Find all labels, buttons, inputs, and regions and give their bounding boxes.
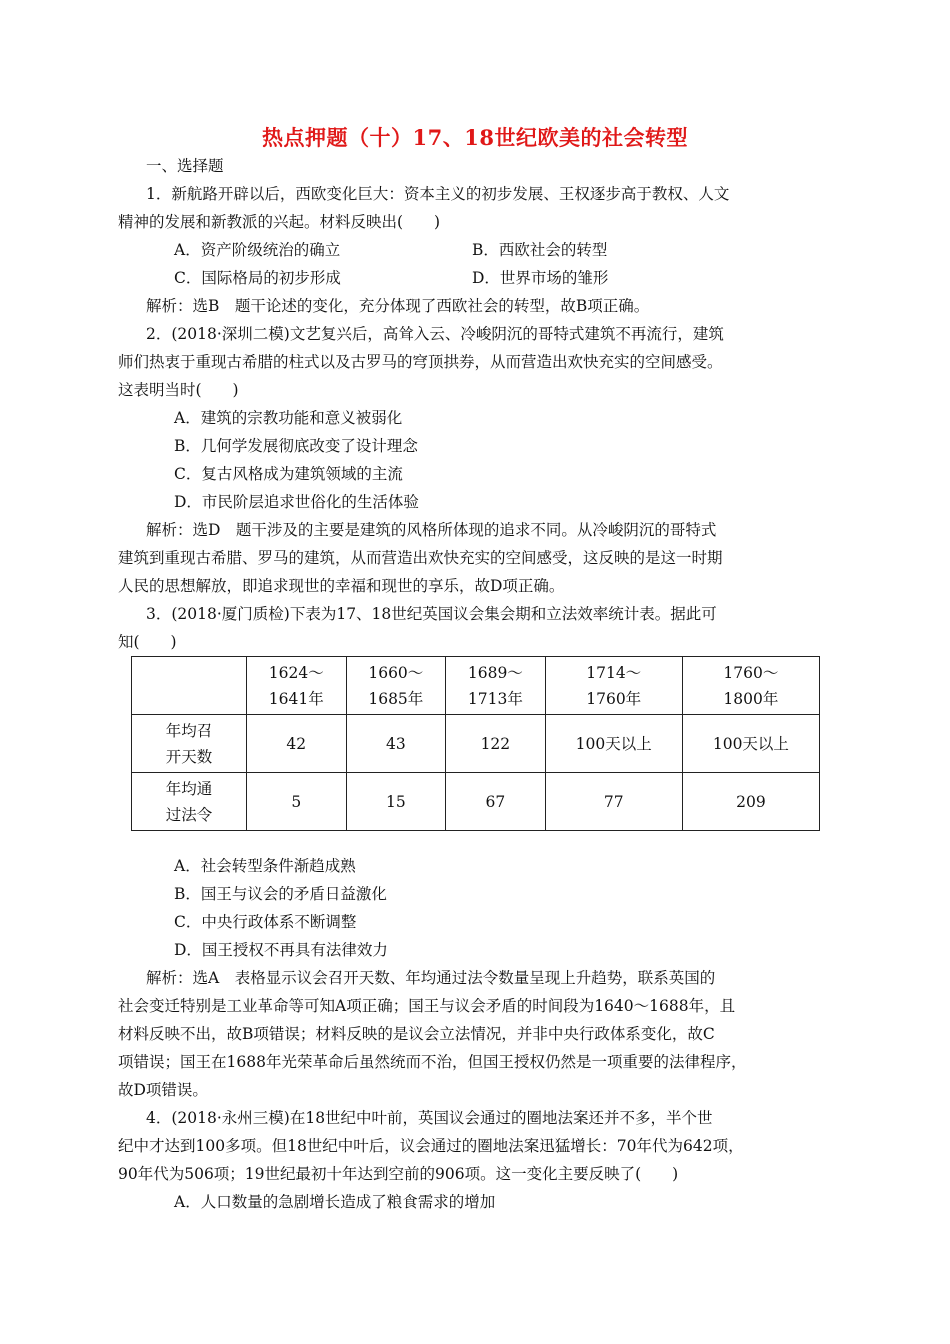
table-corner-cell xyxy=(132,657,247,715)
q2-analysis-line3: 人民的思想解放，即追求现世的幸福和现世的享乐，故D项正确。 xyxy=(118,577,565,595)
q3-stem-line2: 知( ) xyxy=(118,633,177,651)
q3-analysis-line1: 解析：选A 表格显示议会召开天数、年均通过法令数量呈现上升趋势，联系英国的 xyxy=(146,969,716,987)
q4-stem-line2: 纪中才达到100多项。但18世纪中叶后，议会通过的圈地法案迅猛增长：70年代为642项， xyxy=(118,1137,744,1155)
table-cell: 100天以上 xyxy=(682,715,819,773)
q3-option-c: C．中央行政体系不断调整 xyxy=(174,913,357,931)
q2-option-a: A．建筑的宗教功能和意义被弱化 xyxy=(174,409,403,427)
q1-option-a: A．资产阶级统治的确立 xyxy=(174,241,341,259)
table-row xyxy=(132,773,820,831)
q2-stem-line2: 师们热衷于重现古希腊的柱式以及古罗马的穹顶拱券，从而营造出欢快充实的空间感受。 xyxy=(118,353,723,371)
q4-stem-line3: 90年代为506项；19世纪最初十年达到空前的906项。这一变化主要反映了( ) xyxy=(118,1165,679,1183)
q1-stem-line1: 1．新航路开辟以后，西欧变化巨大：资本主义的初步发展、王权逐步高于教权、人文 xyxy=(146,185,730,203)
q2-option-d: D．市民阶层追求世俗化的生活体验 xyxy=(174,493,419,511)
q1-option-c: C．国际格局的初步形成 xyxy=(174,269,341,287)
table-header-cell: 1714～ 1760年 xyxy=(545,657,682,715)
table-header-cell: 1660～ 1685年 xyxy=(346,657,446,715)
page-title: 热点押题（十）17、18世纪欧美的社会转型 xyxy=(262,125,688,150)
row-label: 年均通 过法令 xyxy=(132,773,247,831)
table-header-cell: 1624～ 1641年 xyxy=(247,657,347,715)
table-row xyxy=(132,715,820,773)
q1-option-d: D．世界市场的雏形 xyxy=(472,269,609,287)
q3-stem-line1: 3．(2018·厦门质检)下表为17、18世纪英国议会集会期和立法效率统计表。据此可 xyxy=(146,605,717,623)
q3-option-a: A．社会转型条件渐趋成熟 xyxy=(174,857,356,875)
table-cell: 15 xyxy=(346,773,446,831)
table-header-cell: 1760～ 1800年 xyxy=(682,657,819,715)
table-cell: 42 xyxy=(247,715,347,773)
table-header-cell: 1689～ 1713年 xyxy=(446,657,546,715)
q4-stem-line1: 4．(2018·永州三模)在18世纪中叶前，英国议会通过的圈地法案还并不多，半个世 xyxy=(146,1109,713,1127)
q3-analysis-line3: 材料反映不出，故B项错误；材料反映的是议会立法情况，并非中央行政体系变化，故C xyxy=(118,1025,715,1043)
q3-option-d: D．国王授权不再具有法律效力 xyxy=(174,941,388,959)
table-cell: 5 xyxy=(247,773,347,831)
row-label: 年均召 开天数 xyxy=(132,715,247,773)
q2-analysis-line2: 建筑到重现古希腊、罗马的建筑，从而营造出欢快充实的空间感受，这反映的是这一时期 xyxy=(118,549,723,567)
table-cell: 100天以上 xyxy=(545,715,682,773)
parliament-statistics-table xyxy=(131,656,820,831)
table-cell: 43 xyxy=(346,715,446,773)
q1-option-b: B．西欧社会的转型 xyxy=(472,241,608,259)
q2-option-b: B．几何学发展彻底改变了设计理念 xyxy=(174,437,418,455)
q3-analysis-line5: 故D项错误。 xyxy=(118,1081,208,1099)
table-cell: 209 xyxy=(682,773,819,831)
q4-option-a: A．人口数量的急剧增长造成了粮食需求的增加 xyxy=(174,1193,496,1211)
table-cell: 67 xyxy=(446,773,546,831)
q2-option-c: C．复古风格成为建筑领域的主流 xyxy=(174,465,403,483)
q3-analysis-line4: 项错误；国王在1688年光荣革命后虽然统而不治，但国王授权仍然是一项重要的法律程序， xyxy=(118,1053,747,1071)
q2-analysis-line1: 解析：选D 题干涉及的主要是建筑的风格所体现的追求不同。从冷峻阴沉的哥特式 xyxy=(146,521,717,539)
table-cell: 122 xyxy=(446,715,546,773)
q1-analysis: 解析：选B 题干论述的变化，充分体现了西欧社会的转型，故B项正确。 xyxy=(146,297,650,315)
q2-stem-line3: 这表明当时( ) xyxy=(118,381,239,399)
q2-stem-line1: 2．(2018·深圳二模)文艺复兴后，高耸入云、冷峻阴沉的哥特式建筑不再流行，建筑 xyxy=(146,325,724,343)
section-heading: 一、选择题 xyxy=(146,157,224,175)
table-header-row xyxy=(132,657,820,715)
table-cell: 77 xyxy=(545,773,682,831)
q3-option-b: B．国王与议会的矛盾日益激化 xyxy=(174,885,387,903)
q3-analysis-line2: 社会变迁特别是工业革命等可知A项正确；国王与议会矛盾的时间段为1640～1688年，且 xyxy=(118,997,736,1015)
q1-stem-line2: 精神的发展和新教派的兴起。材料反映出( ) xyxy=(118,213,441,231)
